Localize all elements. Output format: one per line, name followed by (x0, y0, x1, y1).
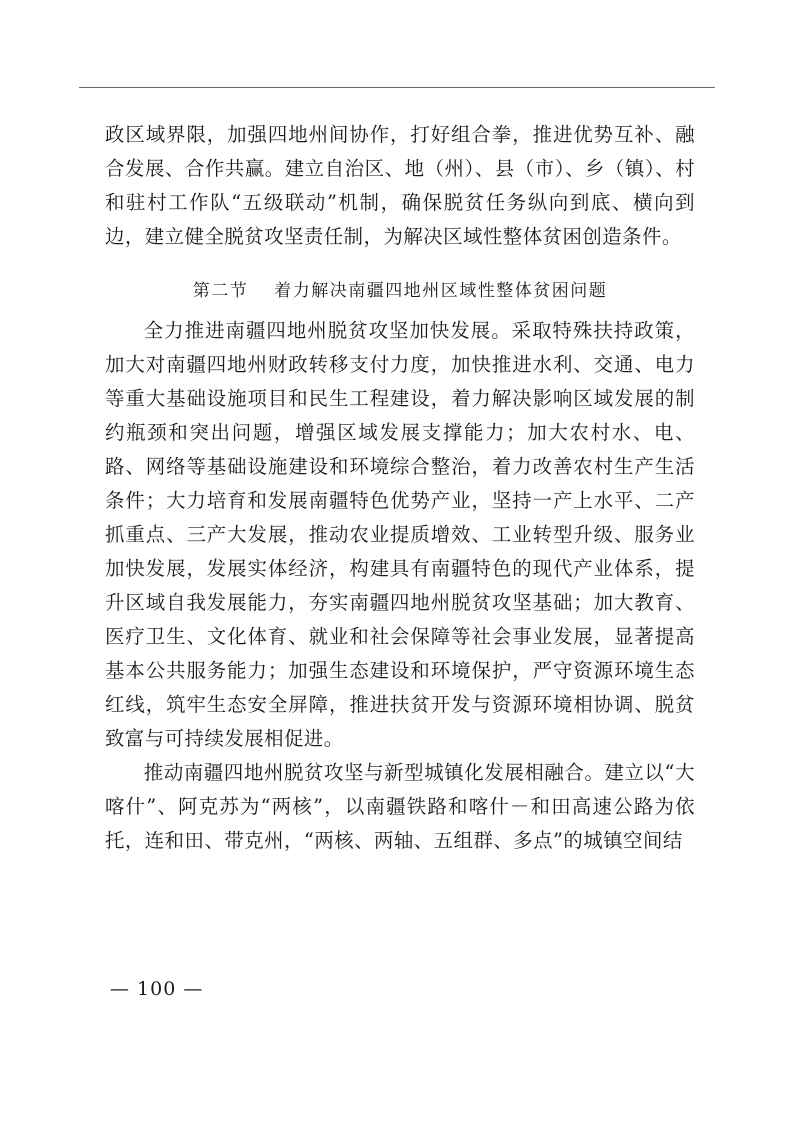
section-title: 着力解决南疆四地州区域性整体贫困问题 (274, 281, 608, 301)
section-heading (105, 270, 695, 312)
paragraph: 全力推进南疆四地州脱贫攻坚加快发展。采取特殊扶持政策，加大对南疆四地州财政转移支付力度，加快推进水利、交通、电力等重大基础设施项目和民生工程建设，着力解决影响区域发展的制约瓶颈和突出问题，增强区域发展支撑能力；加大农村水、电、路、网络等基础设施建设和环境综合整治，着力改善农村生产生活条件；大力培育和发展南疆特色优势产业，坚持一产上水平、二产抓重点、三产大发展，推动农业提质增效、工业转型升级、服务业加快发展，发展实体经济，构建具有南疆特色的现代产业体系，提升区域自我发展能力，夯实南疆四地州脱贫攻坚基础；加大教育、医疗卫生、文化体育、就业和社会保障等社会事业发展，显著提高基本公共服务能力；加强生态建设和环境保护，严守资源环境生态红线，筑牢生态安全屏障，推进扶贫开发与资源环境相协调、脱贫致富与可持续发展相促进。 (105, 319, 695, 750)
page-number: — 100 — (110, 978, 204, 1000)
paragraph: 推动南疆四地州脱贫攻坚与新型城镇化发展相融合。建立以“大喀什”、阿克苏为“两核”，以南疆铁路和喀什－和田高速公路为依托，连和田、带克州，“两核、两轴、五组群、多点”的城镇空间结 (105, 761, 695, 852)
paragraph-continued: 政区域界限，加强四地州间协作，打好组合拳，推进优势互补、融合发展、合作共赢。建立自治区、地（州）、县（市）、乡（镇）、村和驻村工作队“五级联动”机制，确保脱贫任务纵向到底、横向到边，建立健全脱贫攻坚责任制，为解决区域性整体贫困创造条件。 (105, 123, 695, 248)
body-text (105, 118, 695, 858)
section-number: 第二节 (192, 281, 249, 301)
header-rule (79, 87, 715, 88)
